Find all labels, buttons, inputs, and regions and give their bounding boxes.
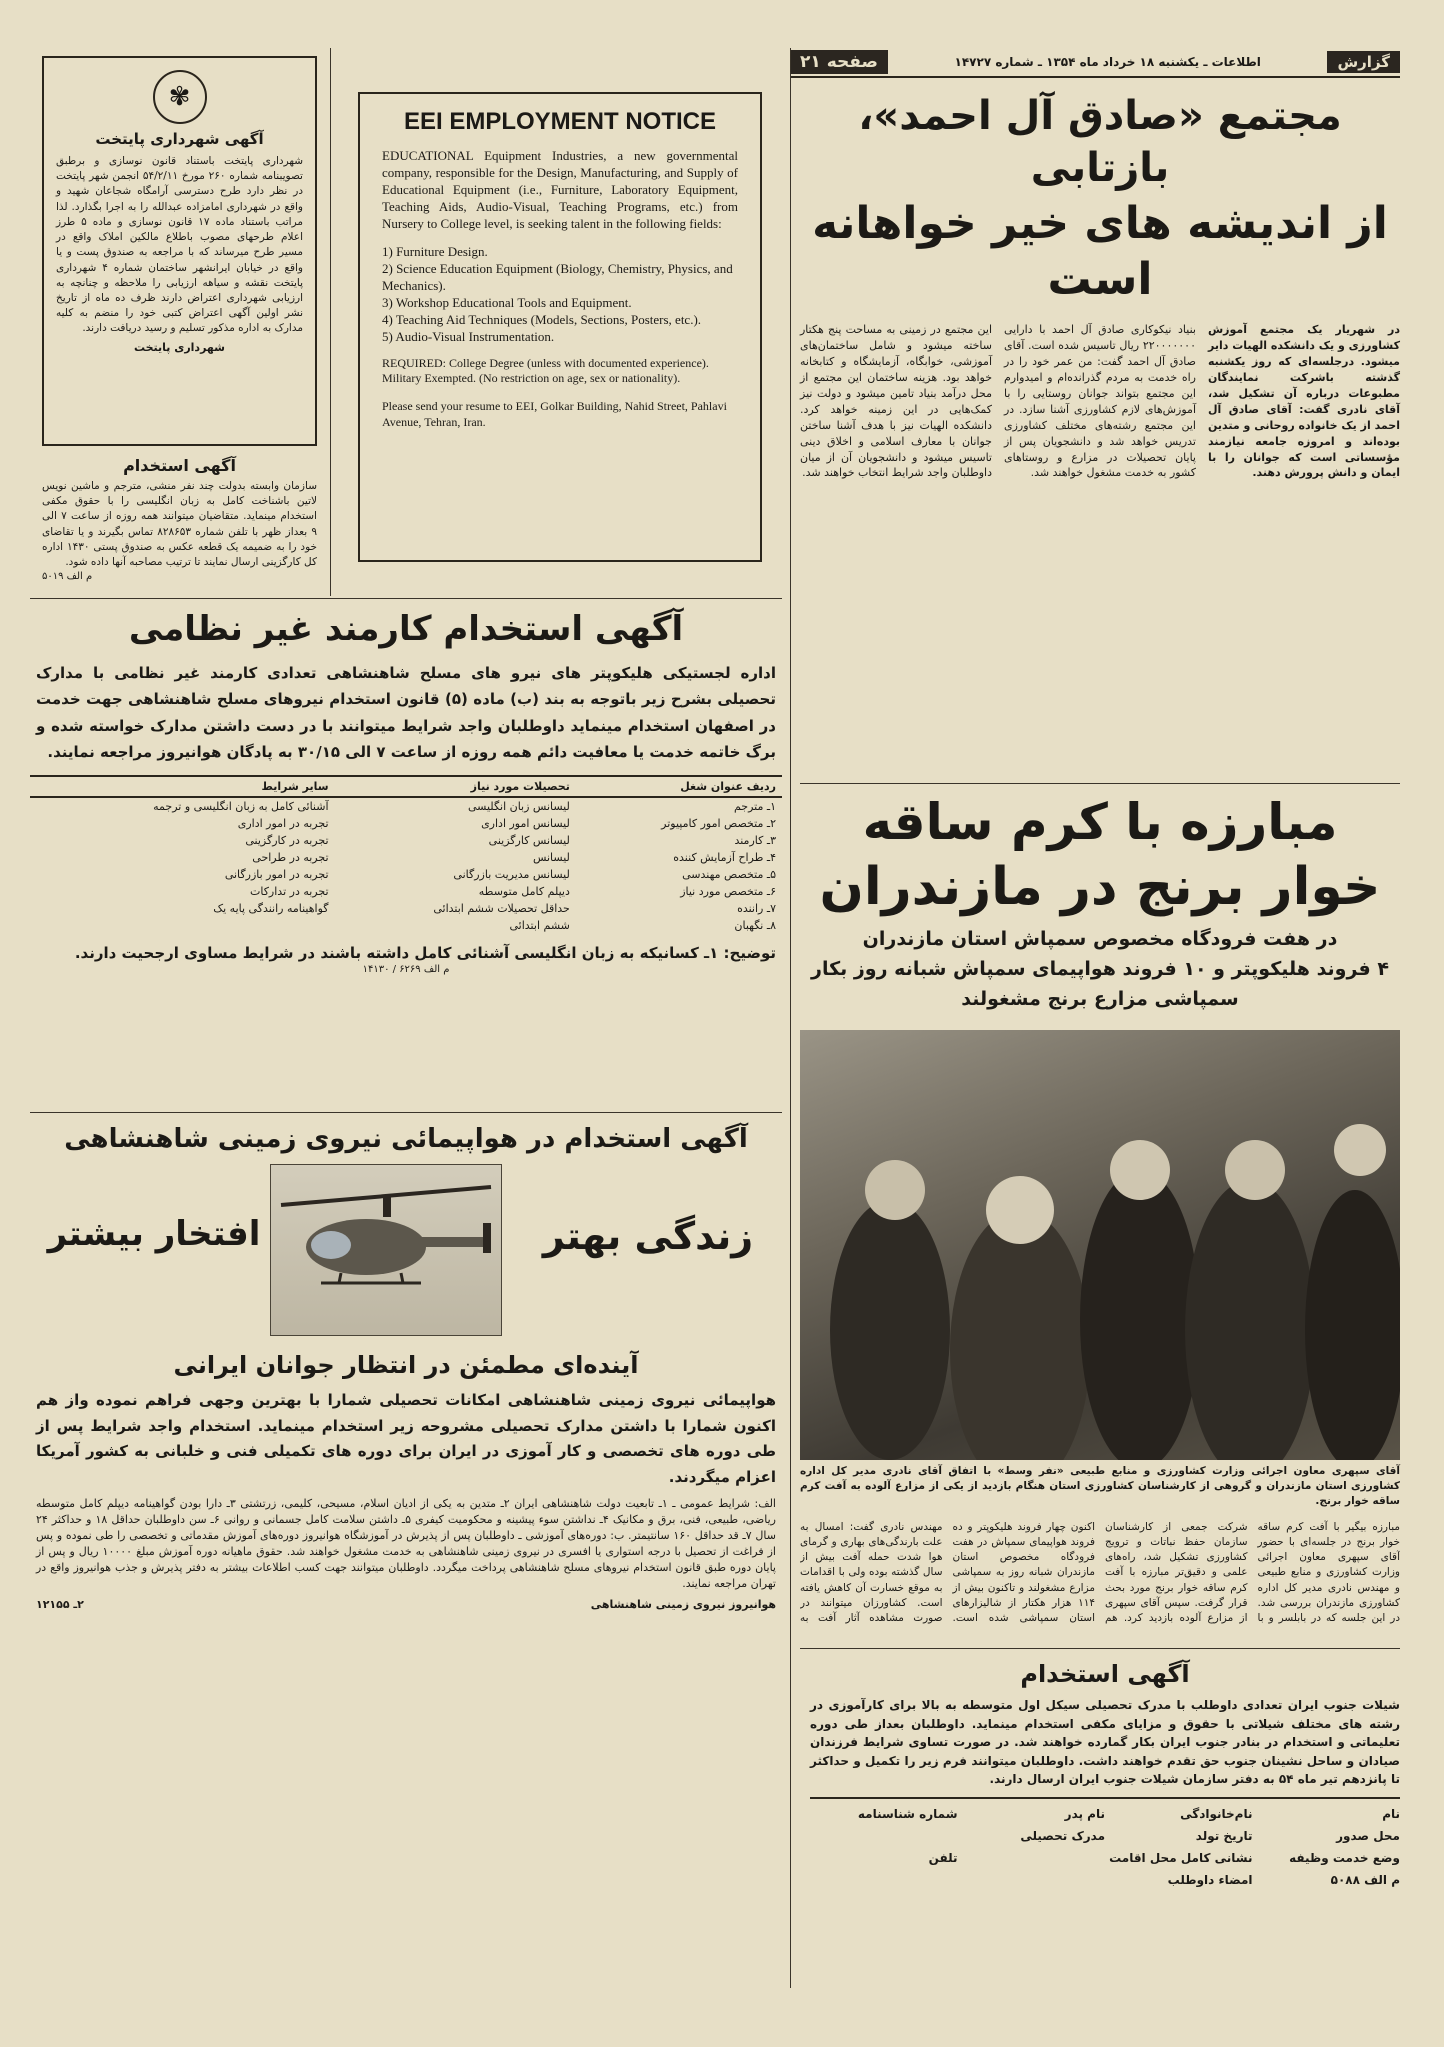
eei-field: 3) Workshop Educational Tools and Equipment. — [382, 295, 632, 311]
main-story-col-c: این مجتمع در زمینی به مساحت پنج هکتار ساخته میشود و شامل ساختمان‌های آموزشی، خوابگاه، آزمایشگاه و کتابخانه خواهد بود. هزینه ساختمان این مجتمع از محل درآمد بنیاد تامین میشود و دولت نیز کمک‌هایی در این زمینه خواهد کرد. دانشکده الهیات نیز با هدف آشنا ساختن جوانان با معارف اسلامی و اخلاق دینی تاسیس میشود و دانشجویان آن از میان داوطلبان واجد شرایط انتخاب خواهند شد. — [800, 323, 992, 480]
table-header: ردیف عنوان شغل — [576, 776, 782, 797]
army-aviation-signature: هوانیروز نیروی زمینی شاهنشاهی — [590, 1597, 776, 1611]
south-employment-ad — [810, 1656, 1400, 1986]
column-rule — [330, 48, 331, 596]
form-row — [810, 1869, 1400, 1891]
eei-employment-notice — [358, 92, 762, 562]
eei-title: EEI EMPLOYMENT NOTICE — [403, 108, 717, 135]
table-cell: آشنائی کامل به زبان انگلیسی و ترجمه — [153, 800, 329, 813]
army-aviation-ref: ۲ـ ۱۲۱۵۵ — [36, 1597, 84, 1611]
small-employment-ad — [42, 456, 317, 590]
rice-story — [800, 790, 1400, 1640]
table-cell: ۵ـ متخصص مهندسی — [682, 868, 776, 881]
municipality-signature: شهرداری پایتخت — [133, 340, 226, 354]
table-cell: لیسانس زبان انگلیسی — [468, 800, 570, 813]
table-row — [30, 900, 782, 917]
form-field-label: تلفن — [928, 1850, 958, 1865]
form-field-label: وضع خدمت وظیفه — [1289, 1850, 1400, 1865]
main-story-lead: در شهریار یک مجتمع آموزش کشاورزی و یک دانشکده الهیات دایر میشود. درجلسه‌ای که روز یکشنبه گذشته باشرکت نمایندگان مطبوعات درباره آن تشکیل شد، آقای نادری گفت: آقای صادق آل احمد از یک خانواده روحانی و متدین بوده‌اند و امروزه جامعه نیازمند مؤسساتی است که جوانان را با ایمان و دانش پرورش دهند. — [1208, 323, 1400, 480]
page-number: صفحه ۲۱ — [790, 50, 888, 74]
rice-headline-2: خوار برنج در مازندران — [819, 857, 1381, 917]
eei-field: 1) Furniture Design. — [382, 244, 488, 260]
army-aviation-conditions: الف: شرایط عمومی ـ ۱ـ تابعیت دولت شاهنشاهی ایران ۲ـ متدین به یکی از ادیان اسلام، مسیحی، کلیمی، زرتشتی ۳ـ دارا بودن گواهینامه دیپلم کامل متوسطه ریاضی، طبیعی، فنی، برق و مکانیک ۴ـ نداشتن سوء پیشینه و محکومیت کیفری ۵ـ داشتن سلامت کامل جسمانی و روانی ۶ـ سن داوطلبان حداقل ۱۸ و حداکثر ۲۴ سال ۷ـ قد حداقل ۱۶۰ سانتیمتر. ب: دوره‌های آموزشی ـ داوطلبان پس از پذیرش در آموزشگاه هوانیروز دوره‌های آموزش مقدماتی و تخصصی را طی نموده و پس از فراغت از تحصیل با درجه استواری یا افسری در نیروی زمینی شاهنشاهی به خدمت مشغول خواهند شد. حقوق ماهیانه دوره آموزش مبلغ ۱۰۰۰۰ ریال و پس از پایان دوره طبق قانون استخدام نیروهای مسلح شاهنشاهی پرداخت میگردد. داوطلبان میتوانند جهت کسب اطلاعات بیشتر به دفتر پذیرش و جذب هوانیروز واقع در تهران مراجعه نمایند. — [36, 1497, 776, 1590]
form-field-label — [810, 1829, 958, 1843]
form-field-label — [810, 1873, 958, 1887]
table-cell: لیسانس کارگزینی — [488, 834, 570, 847]
main-headline-2: از اندیشه های خیر خواهانه است — [812, 198, 1388, 305]
eei-field: 2) Science Education Equipment (Biology, Chemistry, Physics, and Mechanics). — [382, 261, 733, 294]
section-tag: گزارش — [1327, 51, 1400, 73]
civilian-hiring-body: اداره لجستیکی هلیکوپتر های نیرو های مسلح شاهنشاهی تعدادی کارمند غیر نظامی با مدارک تحصیلی بشرح زیر باتوجه به بند (ب) ماده (۵) قانون استخدام نیروهای مسلح شاهنشاهی جهت خدمت در اصفهان استخدام مینماید داوطلبان واجد شرایط میتوانند با در دست داشتن مدارک خواسته شده و برگ خاتمه خدمت یا معافیت دائم همه روزه از ساعت ۷ الی ۳۰/۱۵ به پادگان هوانیروز مراجعه نمایند. — [36, 664, 776, 761]
table-cell: تجربه در امور اداری — [237, 817, 329, 830]
slogan-right: زندگی بهتر — [542, 1214, 754, 1258]
rice-sub-1: در هفت فرودگاه مخصوص سمپاش استان مازندران — [862, 928, 1338, 950]
eei-contact: Please send your resume to EEI, Golkar Building, Nahid Street, Pahlavi Avenue, Tehran, Iran. — [382, 398, 727, 429]
form-field-label: نام پدر — [1064, 1806, 1105, 1821]
form-field-label: امضاء داوطلب — [1167, 1872, 1253, 1887]
table-cell: ۳ـ کارمند — [734, 834, 776, 847]
small-employment-ref: م الف ۵۰۱۹ — [42, 571, 93, 583]
table-row — [30, 797, 782, 815]
municipality-emblem-icon: ✾ — [153, 70, 207, 124]
table-cell: ۸ـ نگهبان — [734, 919, 776, 932]
requirements-table — [30, 775, 782, 934]
table-cell: تجربه در طراحی — [252, 851, 329, 864]
section-rule — [30, 1112, 782, 1113]
table-cell: ۶ـ متخصص مورد نیاز — [680, 885, 776, 898]
form-field-label: تاریخ تولد — [1195, 1828, 1253, 1843]
form-field-label: محل صدور — [1336, 1828, 1400, 1843]
issue-info: اطلاعات ـ یکشنبه ۱۸ خرداد ماه ۱۳۵۴ ـ شماره ۱۴۷۲۷ — [954, 55, 1261, 69]
helicopter-photo — [270, 1164, 502, 1336]
army-aviation-title: آگهی استخدام در هواپیمائی نیروی زمینی شاهنشاهی — [64, 1124, 748, 1154]
form-row — [810, 1847, 1400, 1869]
main-story-col-b: بنیاد نیکوکاری صادق آل احمد با دارایی ۲۲۰۰۰۰۰۰۰ ریال تاسیس شده است. آقای صادق آل احمد گفت: من عمر خود را در راه خدمت به مردم گذرانده‌ام و امیدوارم این مجتمع بتواند جوانان روستایی را با آموزش‌های لازم کشاورزی آشنا سازد. در این مجتمع رشته‌های مختلف کشاورزی تدریس خواهد شد و دانشجویان پس از پایان تحصیلات در مزارع و روستاهای کشور به خدمت مشغول خواهند شد. — [1004, 323, 1196, 480]
table-cell: تجربه در تدارکات — [249, 885, 329, 898]
table-row — [30, 849, 782, 866]
table-cell: ۲ـ متخصص امور کامپیوتر — [661, 817, 776, 830]
eei-fields — [382, 244, 738, 345]
rice-sub-2: ۴ فروند هلیکوپتر و ۱۰ فروند هواپیمای سمپاش شبانه روز بکار — [811, 958, 1389, 980]
municipality-notice — [42, 56, 317, 446]
table-cell: ۷ـ راننده — [737, 902, 776, 915]
eei-intro: EDUCATIONAL Equipment Industries, a new governmental company, responsible for the Design, Manufacturing, and Supply of Educational Equipment (i.e., Furniture, Laboratory Equipment, Teaching Aids, Audio-Visual, Teaching Programs, etc.) from Nursery to College level, is seeking talent in the following fields: — [382, 148, 738, 231]
civilian-hiring-note: توضیح: ۱ـ کسانیکه به زبان انگلیسی آشنائی کامل داشته باشند در شرایط مساوی ارجحیت دارند. — [74, 944, 776, 962]
form-field-label: نشانی کامل محل اقامت — [1109, 1850, 1253, 1865]
army-aviation-subtitle: آینده‌ای مطمئن در انتظار جوانان ایرانی — [173, 1351, 639, 1379]
section-rule — [800, 1648, 1400, 1649]
south-employment-body: شیلات جنوب ایران تعدادی داوطلب با مدرک تحصیلی سیکل اول متوسطه به بالا برای کارآموزی در رشته های مختلف شیلاتی با حقوق و مزایای مکفی استخدام مینماید. داوطلبان بعداز طی دوره تعلیماتی و استخدام در بنادر جنوب ایران بکار گمارده خواهند شد. در صورت تساوی شرایط فرزندان صیادان و ساحل نشینان جنوب حق تقدم خواهند داشت. داوطلبان میتوانند فرم زیر را تکمیل و حداکثر تا پانزدهم تیر ماه ۵۴ به دفتر سازمان شیلات جنوب ایران ارسال دارند. — [810, 1698, 1400, 1787]
table-row — [30, 883, 782, 900]
table-cell: ۴ـ طراح آزمایش کننده — [673, 851, 776, 864]
army-aviation-lead: هواپیمائی نیروی زمینی شاهنشاهی امکانات تحصیلی شمارا با بهترین وجهی فراهم نموده واز هم اکنون شمارا با داشتن مدارک تحصیلی مشروحه زیر استخدام مینماید. استخدام واجد شرایط پس از طی دوره های تخصصی و کار آموزی در ایران برای دوره های تکمیلی فنی و خلبانی به کشور آمریکا اعزام میگردند. — [36, 1391, 776, 1486]
table-cell: تجربه در کارگزینی — [245, 834, 329, 847]
helicopter-icon — [271, 1165, 501, 1335]
army-aviation-ad — [30, 1120, 782, 1990]
table-cell: حداقل تحصیلات ششم ابتدائی — [433, 902, 570, 915]
table-row — [30, 832, 782, 849]
small-employment-body: سازمان وابسته بدولت چند نفر منشی، مترجم و ماشین نویس لاتین باشناخت کامل به زبان انگلیسی را با حقوق مکفی استخدام مینماید. متقاضیان میتوانند همه روزه از ساعت ۷ الی ۹ بعداز ظهر با تلفن شماره ۸۲۸۶۵۳ تماس بگیرند و یا تقاضای خود را به ضمیمه یک قطعه عکس به صندوق پستی ۱۴۳۰ اداره کل کارگزینی ارسال نمایند تا ترتیب مصاحبه آنها داده شود. — [42, 480, 317, 569]
table-cell: لیسانس امور اداری — [481, 817, 570, 830]
table-cell: گواهینامه رانندگی پایه یک — [213, 902, 329, 915]
table-header: تحصیلات مورد نیاز — [335, 776, 576, 797]
municipality-body: شهرداری پایتخت باستناد قانون نوسازی و برطبق تصویبنامه شماره ۲۶۰ مورخ ۵۴/۲/۱۱ انجمن شهر پایتخت در نظر دارد طرح دسترسی آرامگاه شجاعان شهید و واقع در شهرداری امامزاده عبدالله را به اجرا بگذارد. لذا مراتب باستناد ماده ۱۷ قانون نوسازی و ماده ۵ طرز اعلام طرحهای مصوب باطلاع مالکین املاک واقع در مسیر طرح میرساند که با مراجعه به صندوق پست و یا واقع در خیابان ایرانشهر ساختمان شماره ۴ شهرداری پایتخت نقشه و سیاهه ارزیابی را ملاحظه و چنانچه به ارزیابی شهرداری اعتراض دارند ظرف ده ماه از تاریخ نشر اولین آگهی اعتراض کتبی خود را منضم به کلیه مدارک به اداره مذکور تسلیم و رسید دریافت دارند. — [56, 155, 304, 335]
form-field-label: شماره شناسنامه — [857, 1806, 958, 1821]
form-field-label: نام — [1382, 1806, 1400, 1821]
table-cell: دیپلم کامل متوسطه — [478, 885, 570, 898]
small-employment-title: آگهی استخدام — [123, 456, 236, 475]
masthead — [790, 48, 1400, 78]
rice-story-body: مبارزه بیگیر با آفت کرم ساقه خوار برنج در جلسه‌ای با حضور آقای سپهری معاون اجرائی وزارت کشاورزی و منابع طبیعی و مهندس نادری مدیر کل اداره کشاورزی مازندران بررسی شد. در این جلسه که در بابلسر و با شرکت جمعی از کارشناسان سازمان حفظ نباتات و ترویج کشاورزی تشکیل شد، راه‌های علمی و دقیق‌تر مبارزه با آفت کرم ساقه خوار برنج مورد بحث قرار گرفت. سپس آقای سپهری از مزارع آلوده بازدید کرد. هم اکنون چهار فروند هلیکوپتر و ده فروند هواپیمای سمپاش در هفت فرودگاه مخصوص استان مازندران شبانه روز به سمپاشی مزارع مشغولند و تاکنون بیش از ۱۱۴ هزار هکتار از شالیزارهای استان سمپاشی شده است. مهندس نادری گفت: امسال به علت بارندگی‌های بهاری و گرمای هوا شدت حمله آفت بیش از سال گذشته بوده ولی با اقدامات به موقع خسارت آن کاهش یافته است. کشاورزان میتوانند در صورت مشاهده آثار آفت به — [800, 1520, 1400, 1624]
rice-sub-3: سمپاشی مزارع برنج مشغولند — [961, 988, 1239, 1010]
form-field-label: نام‌خانوادگی — [1180, 1806, 1253, 1821]
table-cell — [30, 917, 335, 934]
column-rule — [790, 48, 791, 1988]
officials-photo — [800, 1030, 1400, 1460]
table-cell: تجربه در امور بازرگانی — [224, 868, 329, 881]
table-row — [30, 866, 782, 883]
rice-headline-1: مبارزه با کرم ساقه — [862, 793, 1338, 851]
main-headline-1: مجتمع «صادق آل احمد»، بازتابی — [858, 93, 1342, 191]
south-employment-title: آگهی استخدام — [1020, 1660, 1190, 1688]
table-header: سایر شرایط — [30, 776, 335, 797]
army-aviation-footer — [30, 1592, 782, 1611]
photo-caption: آقای سپهری معاون اجرائی وزارت کشاورزی و منابع طبیعی «نفر وسط» با اتفاق آقای نادری مدیر کل اداره کشاورزی استان مازندران و گروهی از کارشناسان کشاورزی استان هنگام بازدید از یکی از مزارع آلوده به آفت کرم ساقه خوار برنج. — [800, 1465, 1400, 1508]
form-row — [810, 1803, 1400, 1825]
section-rule — [30, 598, 782, 599]
civilian-hiring-ref: م الف ۶۲۶۹ / ۱۴۱۳۰ — [362, 964, 450, 975]
municipality-title: آگهی شهرداری پایتخت — [95, 130, 264, 148]
civilian-hiring-title: آگهی استخدام کارمند غیر نظامی — [128, 609, 684, 649]
form-field-label: م الف ۵۰۸۸ — [1330, 1872, 1400, 1887]
application-form — [810, 1797, 1400, 1891]
civilian-hiring-ad — [30, 606, 782, 1106]
form-field-label — [958, 1873, 1106, 1887]
section-rule — [800, 783, 1400, 784]
table-row — [30, 917, 782, 934]
eei-field: 4) Teaching Aid Techniques (Models, Sections, Posters, etc.). — [382, 312, 702, 328]
table-cell: لیسانس مدیریت بازرگانی — [453, 868, 570, 881]
form-row — [810, 1825, 1400, 1847]
table-cell: ششم ابتدائی — [509, 919, 570, 932]
slogan-left: افتخار بیشتر — [47, 1214, 261, 1254]
table-cell: ۱ـ مترجم — [733, 800, 776, 813]
eei-field: 5) Audio-Visual Instrumentation. — [382, 328, 555, 344]
form-field-label — [958, 1851, 1106, 1865]
table-cell: لیسانس — [532, 851, 570, 864]
eei-required: REQUIRED: College Degree (unless with documented experience). Military Exempted. (No restriction on age, sex or nationality). — [382, 355, 709, 386]
table-row — [30, 815, 782, 832]
main-story — [800, 90, 1400, 778]
people-silhouettes — [800, 1030, 1400, 1460]
form-field-label: مدرک تحصیلی — [1020, 1828, 1105, 1843]
